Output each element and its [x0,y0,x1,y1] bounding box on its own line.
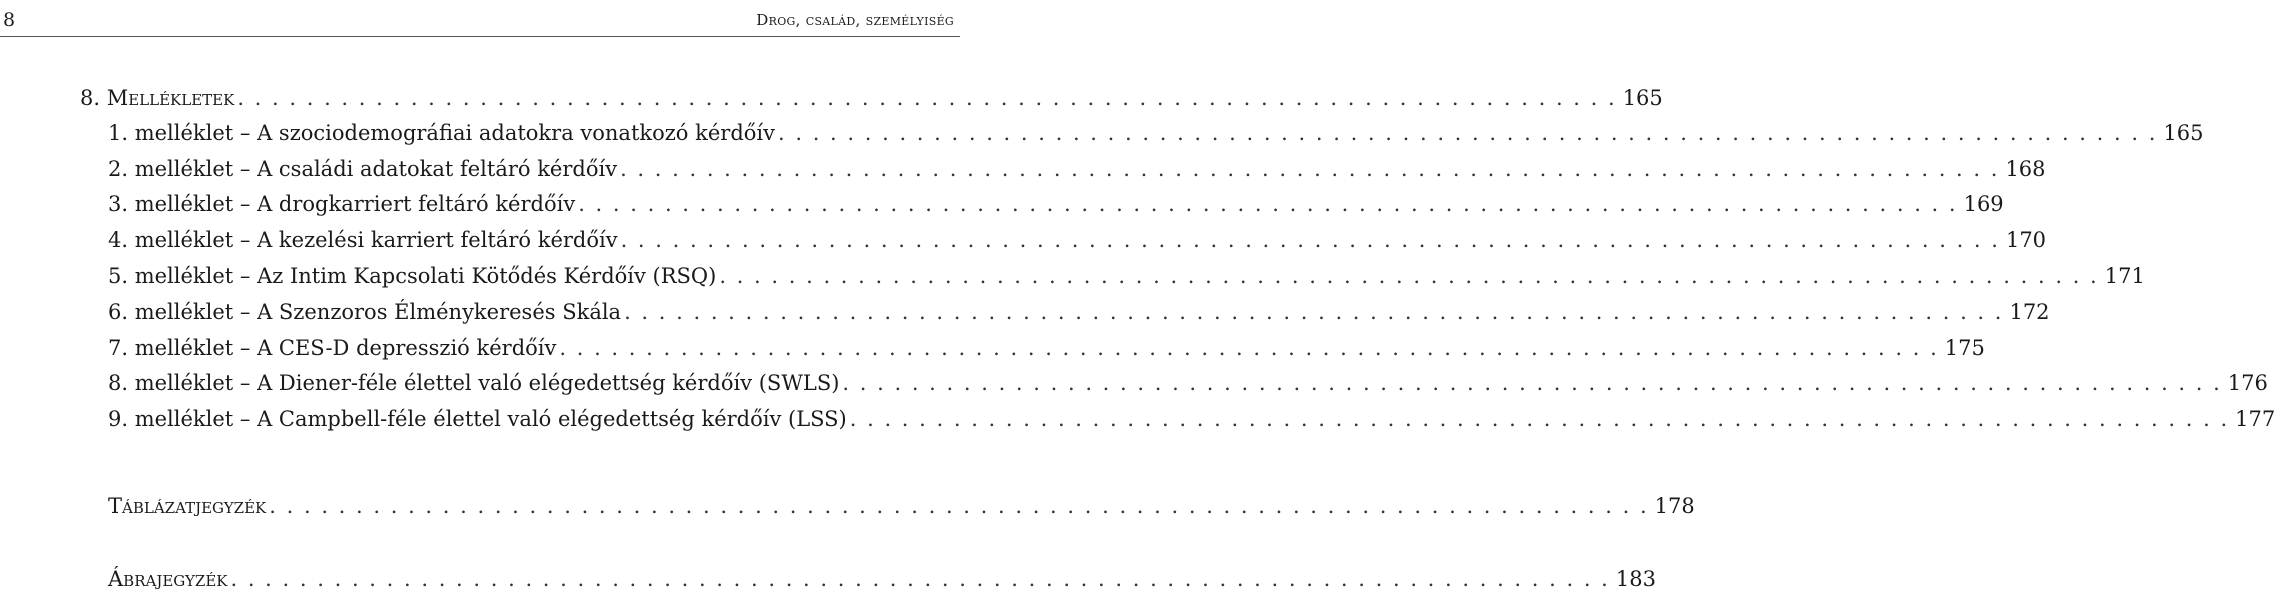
toc-page-number: 178 [1654,494,1695,518]
dot-leader: . . . . . . . . . . . . . . . . . . . . . . . . . . . . . . . . . . . . . . . . . . . . . . . . . . . . . . . . . . . . . . . . . . . . . . . . . . . . . . . . [230,567,1610,591]
dot-leader: . . . . . . . . . . . . . . . . . . . . . . . . . . . . . . . . . . . . . . . . . . . . . . . . . . . . . . . . . . . . . . . . . . . . . . . . . . . . . . . . [578,192,1958,216]
toc-entry-appendix-7 [108,332,1985,364]
toc-entry-label: 1. melléklet – A szociodemográfiai adatokra vonatkozó kérdőív [108,121,775,145]
toc-page-number: 172 [2009,300,2050,324]
dot-leader: . . . . . . . . . . . . . . . . . . . . . . . . . . . . . . . . . . . . . . . . . . . . . . . . . . . . . . . . . . . . . . . . . . . . . . . . . . . . . . . . [778,121,2158,145]
toc-entry-appendix-8 [108,367,2268,399]
toc-page-number: 171 [2104,264,2145,288]
dot-leader: . . . . . . . . . . . . . . . . . . . . . . . . . . . . . . . . . . . . . . . . . . . . . . . . . . . . . . . . . . . . . . . . . . . . . . . . . . . . . . . . [842,371,2222,395]
dot-leader: . . . . . . . . . . . . . . . . . . . . . . . . . . . . . . . . . . . . . . . . . . . . . . . . . . . . . . . . . . . . . . . . . . . . . . . . . . . . . . . . [624,300,2004,324]
toc-entry-label: 7. melléklet – A CES-D depresszió kérdőív [108,336,557,360]
toc-entry-appendix-6 [108,296,2050,328]
toc-entry-figures [108,563,1656,595]
dot-leader: . . . . . . . . . . . . . . . . . . . . . . . . . . . . . . . . . . . . . . . . . . . . . . . . . . . . . . . . . . . . . . . . . . . . . . . . . . . . . . . . [559,336,1939,360]
page-number: 8 [3,9,16,31]
dot-leader: . . . . . . . . . . . . . . . . . . . . . . . . . . . . . . . . . . . . . . . . . . . . . . . . . . . . . . . . . . . . . . . . . . . . . . . . . . . . . . . . [719,264,2099,288]
toc-entry-tables [108,490,1695,522]
dot-leader: . . . . . . . . . . . . . . . . . . . . . . . . . . . . . . . . . . . . . . . . . . . . . . . . . . . . . . . . . . . . . . . . . . . . . . . . . . . . . . . . [620,157,2000,181]
dot-leader: . . . . . . . . . . . . . . . . . . . . . . . . . . . . . . . . . . . . . . . . . . . . . . . . . . . . . . . . . . . . . . . . . . . . . . . . . . . . . . . . [620,228,2000,252]
dot-leader: . . . . . . . . . . . . . . . . . . . . . . . . . . . . . . . . . . . . . . . . . . . . . . . . . . . . . . . . . . . . . . . . . . . . . . . . . . . . . . . . [269,494,1649,518]
toc-entry-appendix-2 [108,153,2046,185]
toc-entry-label: 4. melléklet – A kezelési karriert feltáró kérdőív [108,228,618,252]
toc-entry-label: 9. melléklet – A Campbell-féle élettel való elégedettség kérdőív (LSS) [108,407,847,431]
toc-page-number: 177 [2235,407,2275,431]
toc-entry-appendix-4 [108,224,2047,256]
toc-page-number: 169 [1963,192,2004,216]
toc-entry-appendix-3 [108,188,2004,220]
toc-entry-appendix-1 [108,117,2204,149]
toc-entry-label: 6. melléklet – A Szenzoros Élménykeresés Skála [108,300,622,324]
toc-entry-label: 8. Mellékletek [80,86,235,110]
running-title: Drog, család, személyiség [756,11,954,29]
toc-entry-label: 2. melléklet – A családi adatokat feltáró kérdőív [108,157,618,181]
toc-entry-label: 3. melléklet – A drogkarriert feltáró kérdőív [108,192,576,216]
toc-entry-appendix-5 [108,260,2145,292]
page-header [0,0,960,40]
toc-entry-label: Ábrajegyzék [108,567,228,591]
toc-page-number: 176 [2227,371,2268,395]
dot-leader: . . . . . . . . . . . . . . . . . . . . . . . . . . . . . . . . . . . . . . . . . . . . . . . . . . . . . . . . . . . . . . . . . . . . . . . . . . . . . . . . [237,86,1617,110]
toc-entry-appendices [80,82,1663,114]
toc-page-number: 175 [1944,336,1985,360]
toc-entry-label: 8. melléklet – A Diener-féle élettel való elégedettség kérdőív (SWLS) [108,371,840,395]
header-rule [0,36,960,37]
toc-page-number: 168 [2005,157,2046,181]
toc-entry-appendix-9 [108,403,2275,435]
toc-entry-label: Táblázatjegyzék [108,494,267,518]
toc-entry-label: 5. melléklet – Az Intim Kapcsolati Kötődés Kérdőív (RSQ) [108,264,717,288]
toc-page-number: 170 [2005,228,2047,252]
toc-page-number: 165 [2163,121,2204,145]
toc-page-number: 183 [1615,567,1656,591]
toc-page-number: 165 [1622,86,1663,110]
dot-leader: . . . . . . . . . . . . . . . . . . . . . . . . . . . . . . . . . . . . . . . . . . . . . . . . . . . . . . . . . . . . . . . . . . . . . . . . . . . . . . . . [849,407,2230,431]
